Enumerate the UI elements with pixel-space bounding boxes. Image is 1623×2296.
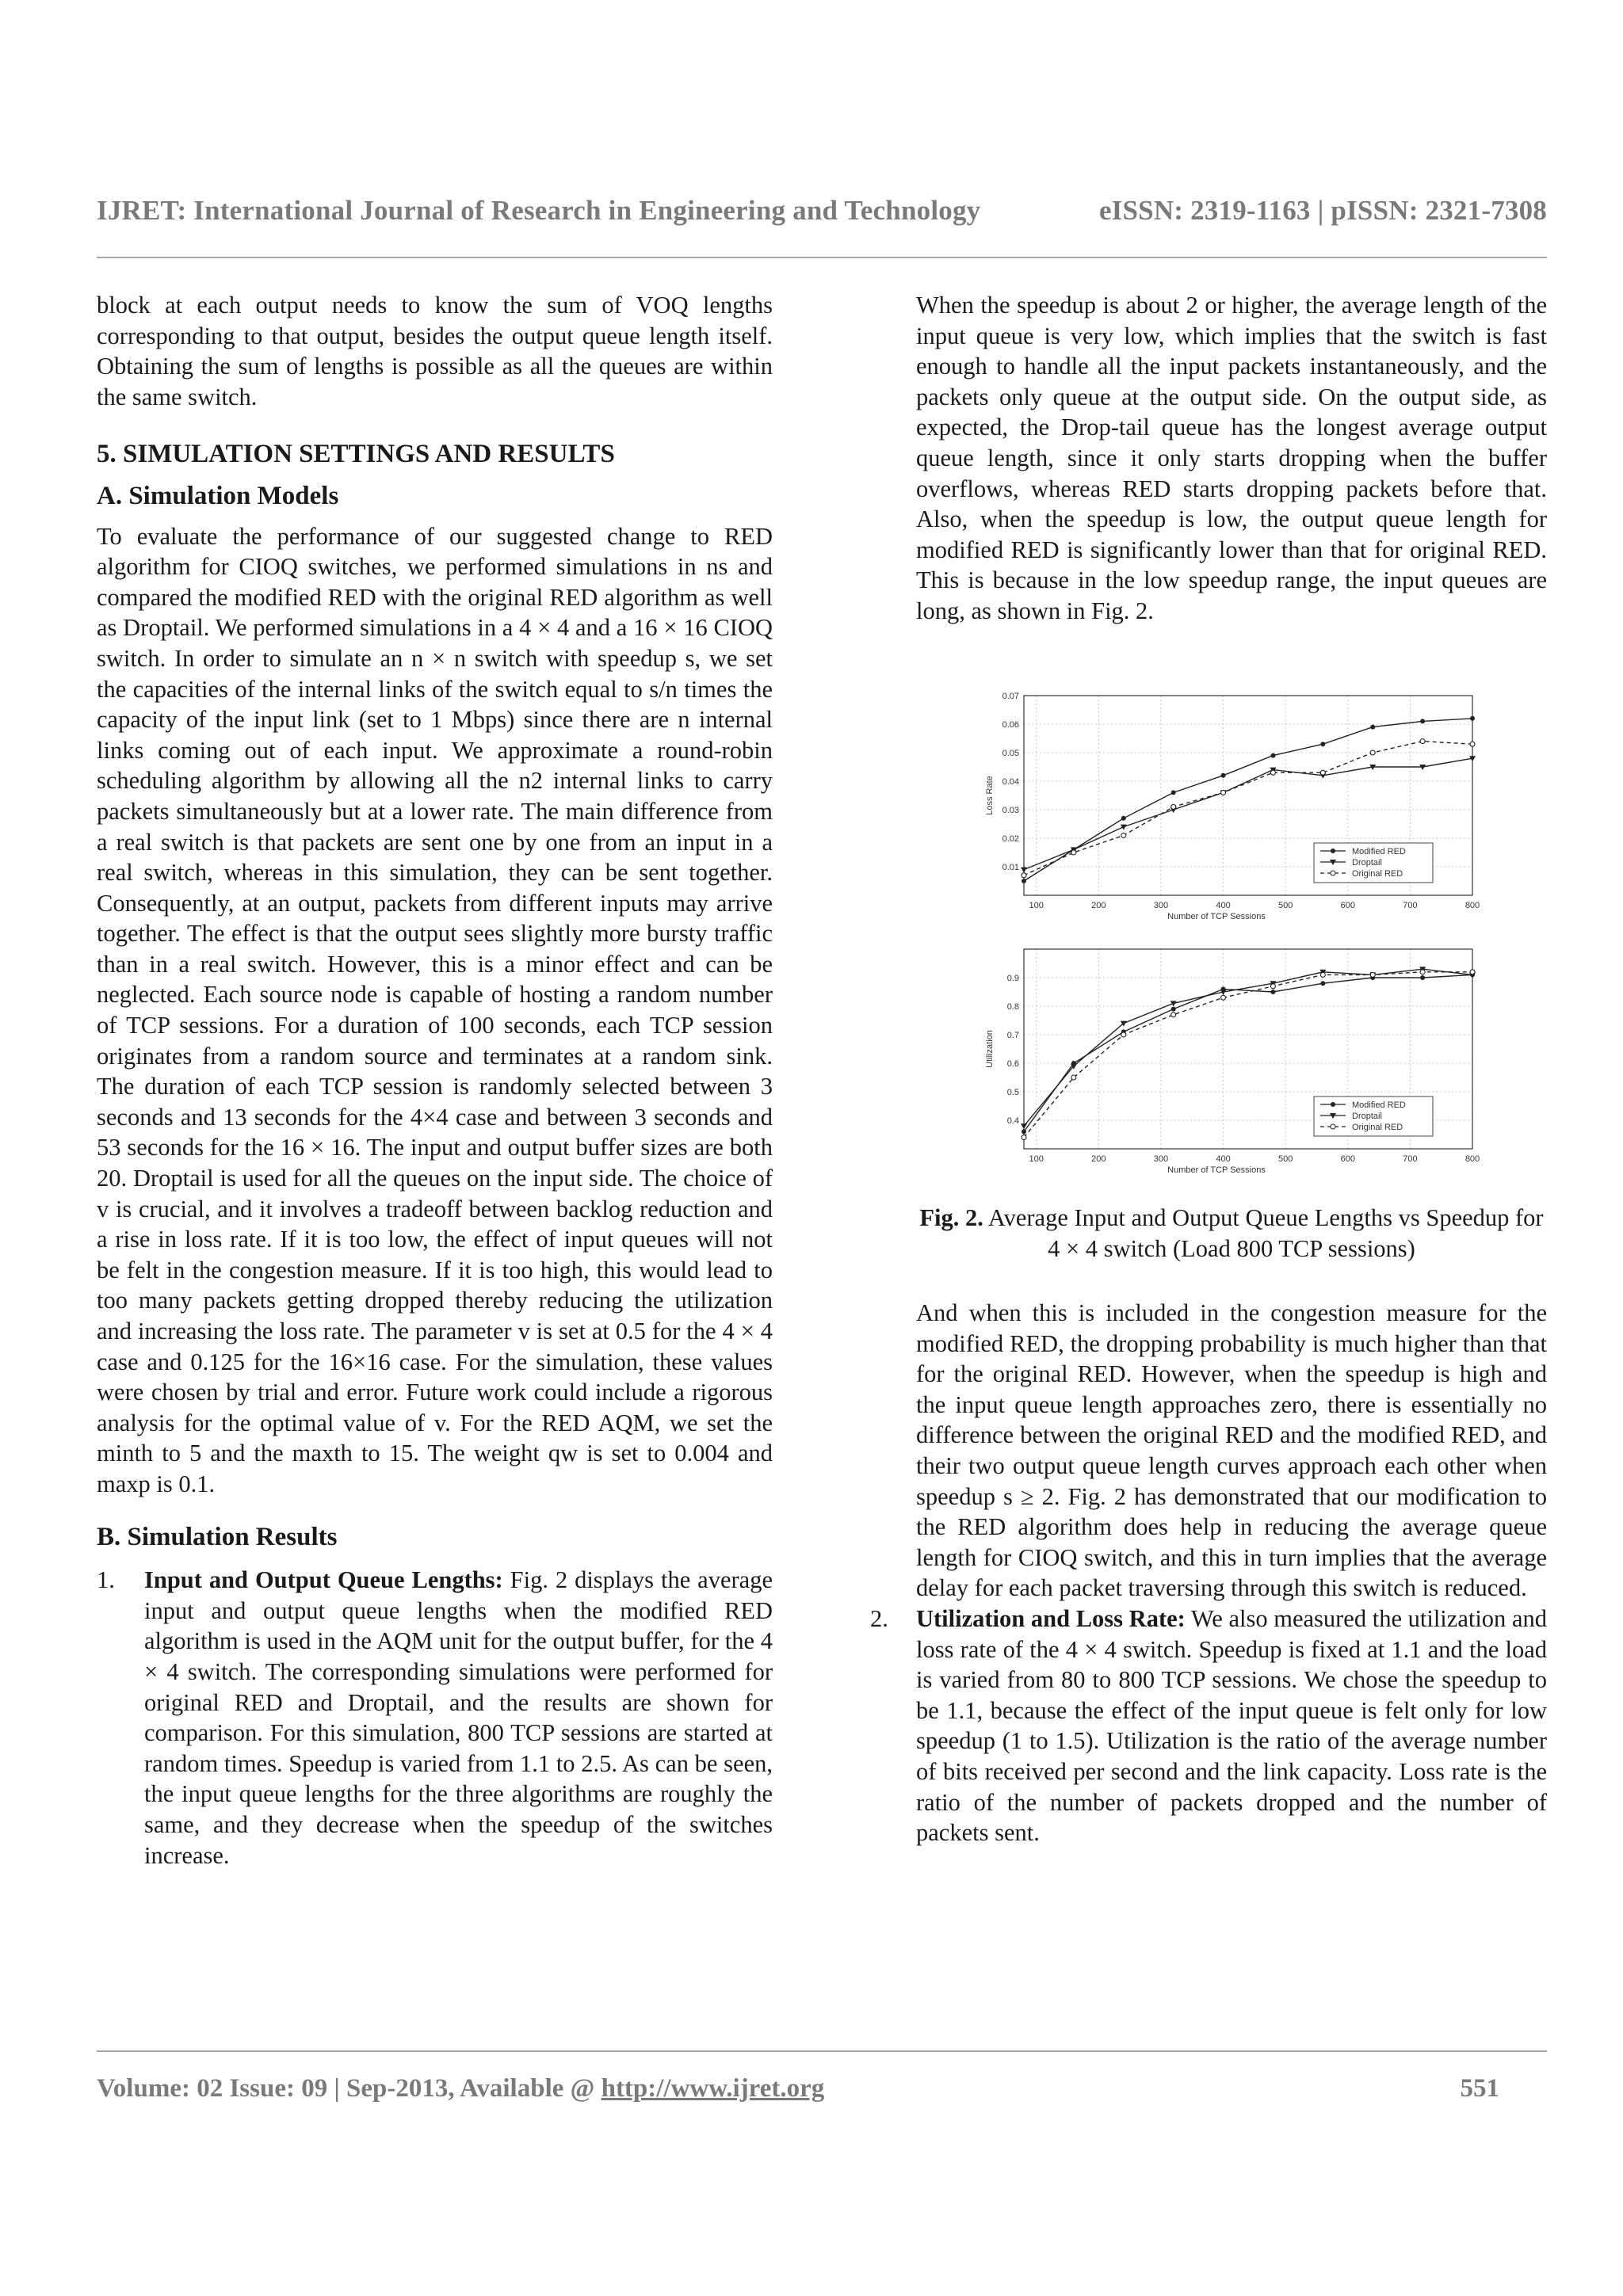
footer-link[interactable]: http://www.ijret.org — [601, 2074, 825, 2103]
y-tick-label: 0.4 — [1006, 1116, 1019, 1126]
data-point — [1320, 981, 1325, 986]
left-column — [97, 290, 773, 1871]
y-tick-label: 0.05 — [1002, 749, 1019, 758]
list-item-body — [916, 1604, 1547, 1848]
y-tick-label: 0.07 — [1002, 692, 1019, 701]
page-number: 551 — [1460, 2074, 1499, 2103]
y-axis-label: Loss Rate — [985, 776, 995, 815]
utilization-chart-svg — [981, 941, 1488, 1179]
list-item-body — [144, 1565, 773, 1871]
header-rule — [97, 257, 1547, 258]
y-tick-label: 0.7 — [1006, 1031, 1019, 1040]
running-header — [97, 195, 1547, 227]
loss-rate-chart — [981, 688, 1488, 925]
x-tick-label: 600 — [1340, 1154, 1355, 1164]
section-title: 5. SIMULATION SETTINGS AND RESULTS — [97, 440, 615, 469]
data-point — [1071, 1075, 1076, 1080]
data-point — [1270, 753, 1275, 758]
x-tick-label: 400 — [1216, 901, 1231, 910]
footer-volume — [97, 2074, 824, 2103]
list-item-text: Fig. 2 displays the average input and output queue lengths when the modified RED algorithm is used in the AQM unit for the output buffer, for the 4 × 4 switch. The corresponding simulations were performed for original RED and Droptail, and the results are shown for comparison. For this simulation, 800 TCP sessions are started at random times. Speedup is varied from 1.1 to 2.5. As can be seen, the input queue lengths for the three algorithms are roughly the same, and they decrease when the speedup of the switches increase. — [144, 1566, 773, 1869]
data-point — [1370, 750, 1375, 755]
caption-text: Average Input and Output Queue Lengths vs Speedup for 4 × 4 switch (Load 800 TCP sessions) — [983, 1204, 1544, 1262]
data-point — [1470, 742, 1475, 746]
legend-marker — [1331, 1102, 1335, 1107]
data-point — [1022, 873, 1026, 878]
data-point — [1171, 1013, 1176, 1017]
legend-marker — [1331, 849, 1335, 853]
data-point — [1320, 770, 1325, 775]
figure-caption — [916, 1203, 1547, 1264]
y-tick-label: 0.01 — [1002, 863, 1019, 872]
x-tick-label: 300 — [1153, 1154, 1169, 1164]
issn: eISSN: 2319-1163 | pISSN: 2321-7308 — [1098, 195, 1547, 226]
list-number: 2. — [870, 1604, 888, 1632]
x-tick-label: 500 — [1277, 901, 1293, 910]
data-point — [1270, 990, 1275, 994]
paragraph-intro: block at each output needs to know the sum of VOQ lengths corresponding to that output, besides the output queue length itself. Obtaining the sum of lengths is possible as all the queues are within the same switch. — [97, 292, 773, 410]
utilization-chart — [981, 941, 1488, 1179]
data-point — [1021, 868, 1027, 873]
footer-volume-text: Volume: 02 Issue: 09 | Sep-2013, Available @ — [97, 2074, 601, 2103]
right-column — [916, 290, 1547, 627]
data-point — [1071, 850, 1076, 855]
y-tick-label: 0.5 — [1006, 1088, 1019, 1097]
data-point — [1470, 716, 1475, 721]
x-tick-label: 800 — [1465, 901, 1480, 910]
x-tick-label: 800 — [1465, 1154, 1480, 1164]
paragraph-models: To evaluate the performance of our suggested change to RED algorithm for CIOQ switches, we performed simulations in ns and compared the modified RED with the original RED algorithm as well as Droptail. We performed simulations in a 4 × 4 and a 16 × 16 CIOQ switch. In order to simulate an n × n switch with speedup s, we set the capacities of the internal links of the switch equal to s/n times the capacity of the input link (set to 1 Mbps) since there are n internal links coming out of each input. We approximate a round-robin scheduling algorithm by allowing all the n2 internal links to carry packets simultaneously but at a lower rate. The main difference from a real switch is that packets are sent one by one from an input in a real switch, whereas in this simulation, they can be sent together. Consequently, at an output, packets from different inputs may arrive together. The effect is that the output sees slightly more bursty traffic than in a real switch. However, this is a minor effect and can be neglected. Each source node is capable of hosting a random number of TCP sessions. For a duration of 100 seconds, each TCP session originates from a random source and terminates at a random sink. The duration of each TCP session is randomly selected between 3 seconds and 13 seconds for the 4×4 case and between 3 seconds and 53 seconds for the 16 × 16. The input and output buffer sizes are both 20. Droptail is used for all the queues on the input side. The choice of v is crucial, and it involves a tradeoff between backlog reduction and a rise in loss rate. If it is too low, the effect of input queues will not be felt in the congestion measure. If it is too high, this would lead to too many packets getting dropped thereby reducing the utilization and increasing the loss rate. The parameter v is set at 0.5 for the 4 × 4 case and 0.125 for the 16×16 case. For the simulation, these values were chosen by trial and error. Future work could include a rigorous analysis for the optimal value of v. For the RED AQM, we set the minth to 5 and the maxth to 15. The weight qw is set to 0.004 and maxp is 0.1. — [97, 522, 773, 1497]
figure-2 — [981, 688, 1488, 1179]
y-tick-label: 0.06 — [1002, 720, 1019, 730]
footer-rule — [97, 2050, 1547, 2052]
x-tick-label: 700 — [1403, 901, 1418, 910]
x-axis-label: Number of TCP Sessions — [1167, 1165, 1266, 1175]
legend-label: Original RED — [1352, 1123, 1403, 1132]
data-point — [1022, 1135, 1026, 1140]
running-footer — [97, 2074, 1499, 2103]
legend-label: Original RED — [1352, 869, 1403, 879]
list-item-label: Utilization and Loss Rate: — [916, 1604, 1186, 1632]
y-tick-label: 0.8 — [1006, 1002, 1019, 1012]
list-item-text: We also measured the utilization and loss rate of the 4 × 4 switch. Speedup is fixed at 1.1 and the load is varied from 80 to 800 TCP sessions. We chose the speedup to be 1.1, because the effect of the input queue is felt only for low speedup (1 to 1.5). Utilization is the ratio of the average number of bits received per second and the link capacity. Loss rate is the ratio of the number of packets dropped and the number of packets sent. — [916, 1604, 1547, 1847]
list-item — [870, 1604, 1547, 1848]
data-point — [1022, 1129, 1026, 1134]
x-tick-label: 600 — [1340, 901, 1355, 910]
list-number: 1. — [97, 1566, 115, 1594]
legend-marker — [1331, 871, 1335, 875]
y-tick-label: 0.6 — [1006, 1059, 1019, 1069]
subsection-results-title: B. Simulation Results — [97, 1522, 338, 1551]
data-point — [1420, 719, 1425, 723]
data-point — [1320, 972, 1325, 977]
data-point — [1121, 1032, 1126, 1037]
data-point — [1320, 742, 1325, 746]
x-axis-label: Number of TCP Sessions — [1167, 912, 1266, 921]
right-column-lower — [870, 1298, 1547, 1848]
data-point — [1221, 995, 1226, 1000]
legend-label: Droptail — [1352, 858, 1382, 868]
data-point — [1270, 770, 1275, 775]
y-tick-label: 0.9 — [1006, 974, 1019, 983]
y-tick-label: 0.02 — [1002, 834, 1019, 844]
data-point — [1171, 1007, 1176, 1012]
y-axis-label: Utilization — [985, 1030, 995, 1068]
legend-label: Droptail — [1352, 1112, 1382, 1121]
data-point — [1121, 816, 1126, 821]
data-point — [1370, 725, 1375, 730]
x-tick-label: 200 — [1091, 901, 1106, 910]
data-point — [1022, 879, 1026, 883]
data-point — [1121, 825, 1127, 830]
x-tick-label: 700 — [1403, 1154, 1418, 1164]
loss-rate-chart-svg — [981, 688, 1488, 925]
x-tick-label: 400 — [1216, 1154, 1231, 1164]
paragraph-after: And when this is included in the congestion measure for the modified RED, the dropping probability is much higher than that for the original RED. However, when the speedup is high and the input queue length approaches zero, there is essentially no difference between the original RED and the modified RED, and their two output queue length curves approach each other when speedup s ≥ 2. Fig. 2 has demonstrated that our modification to the RED algorithm does help in reducing the average queue length for CIOQ switch, and this in turn implies that the average delay for each packet traversing through this switch is reduced. — [916, 1299, 1547, 1602]
x-tick-label: 100 — [1029, 1154, 1044, 1164]
data-point — [1420, 975, 1425, 980]
x-tick-label: 300 — [1153, 901, 1169, 910]
data-point — [1370, 972, 1375, 977]
data-point — [1121, 833, 1126, 837]
subsection-models-title: A. Simulation Models — [97, 481, 339, 510]
data-point — [1420, 970, 1425, 974]
x-tick-label: 500 — [1277, 1154, 1293, 1164]
data-point — [1221, 773, 1226, 778]
list-item-label: Input and Output Queue Lengths: — [144, 1566, 503, 1594]
legend-label: Modified RED — [1352, 847, 1406, 856]
list-item — [97, 1565, 773, 1871]
paragraph-top: When the speedup is about 2 or higher, the average length of the input queue is very low, which implies that the switch is fast enough to handle all the input packets instantaneously, and the packets only queue at the output side. On the output side, as expected, the Drop-tail queue has the longest average output queue length, since it only starts dropping when the buffer overflows, whereas RED starts dropping packets before that. Also, when the speedup is low, the output queue length for modified RED is significantly lower than that for original RED. This is because in the low speedup range, the input queues are long, as shown in Fig. 2. — [916, 292, 1547, 624]
journal-name: IJRET: International Journal of Research in Engineering and Technology — [97, 195, 981, 226]
data-point — [1171, 804, 1176, 809]
x-tick-label: 100 — [1029, 901, 1044, 910]
legend-marker — [1331, 1124, 1335, 1129]
data-point — [1221, 790, 1226, 795]
data-point — [1470, 970, 1475, 974]
y-tick-label: 0.03 — [1002, 806, 1019, 815]
data-point — [1171, 790, 1176, 795]
data-point — [1420, 739, 1425, 744]
data-point — [1270, 984, 1275, 989]
y-tick-label: 0.04 — [1002, 777, 1019, 787]
legend-label: Modified RED — [1352, 1100, 1406, 1110]
x-tick-label: 200 — [1091, 1154, 1106, 1164]
caption-label: Fig. 2. — [919, 1204, 983, 1231]
